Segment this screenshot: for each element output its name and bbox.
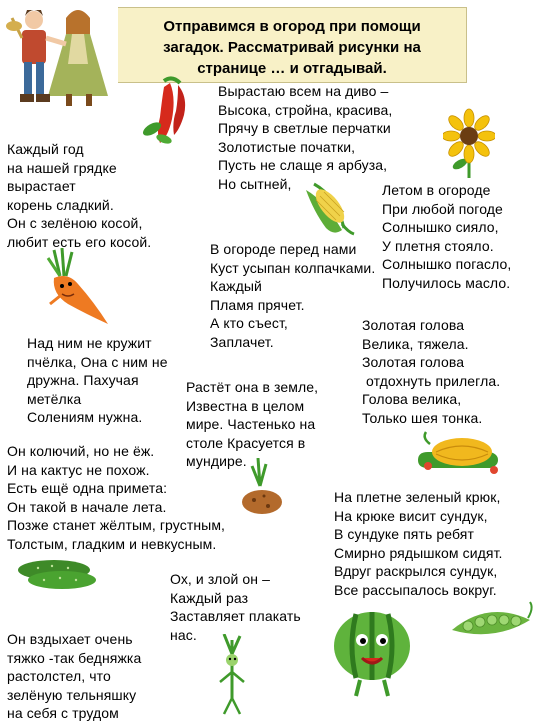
pea-pod-icon	[448, 600, 534, 646]
sunflower-icon	[443, 108, 495, 178]
squash-icon	[412, 430, 502, 478]
riddle-sunflower: Вырастаю всем на диво – Высока, стройна, красива, Прячу в светлые перчатки Золотистые початки, Пусть не слаще я арбуза, Но сытней,	[218, 83, 393, 192]
onion-sprout-icon	[210, 634, 254, 718]
children-illustration	[0, 0, 118, 112]
riddle-carrot: Каждый год на нашей грядке вырастает корень сладкий. Он с зелёною косой, любит есть его косой.	[7, 141, 152, 250]
riddle-cucumber: Он колючий, но не ёж. И на кактус не похож. Есть ещё одна примета: Он такой в начале лета. Позже станет жёлтым, грустным, Толстым, гладким и невкусным.	[7, 443, 226, 552]
header-box	[117, 7, 467, 83]
riddle-onion: В огороде перед нами Куст усыпан колпачками. Каждый Пламя прячет. А кто съест, Заплачет.	[210, 241, 376, 350]
riddle-peas: На плетне зеленый крюк, На крюке висит сундук, В сундуке пять ребят Смирно рядышком сидят. Вдруг раскрылся сундук, Все рассыпалось вокруг.	[334, 489, 503, 598]
riddle-dill: Над ним не кружит пчёлка, Она с ним не дружна. Пахучая метёлка Солениям нужна.	[27, 335, 168, 425]
riddle-potato: Растёт она в земле, Известна в целом мире. Частенько на столе Красуется в мундире.	[186, 379, 319, 469]
riddle-garlic: Ох, и злой он – Каждый раз Заставляет плакать нас.	[170, 571, 301, 643]
carrot-icon	[40, 248, 112, 328]
riddle-cabbage: Золотая голова Велика, тяжела. Золотая голова отдохнуть прилегла. Голова велика, Только шея тонка.	[362, 317, 501, 426]
riddle-sun-right: Летом в огороде При любой погоде Солнышко сияло, У плетня стояло. Солнышко погасло, Получилось масло.	[382, 182, 512, 291]
cucumber-icon	[14, 556, 100, 592]
watermelon-icon	[326, 600, 418, 700]
riddle-watermelon: Он вздыхает очень тяжко -так бедняжка растолстел, что зелёную тельняшку на себя с трудом	[7, 631, 142, 721]
header-title: Отправимся в огород при помощи загадок. Рассматривай рисунки на странице … и отгадывай.	[163, 18, 421, 77]
chili-pepper-icon	[138, 75, 198, 147]
